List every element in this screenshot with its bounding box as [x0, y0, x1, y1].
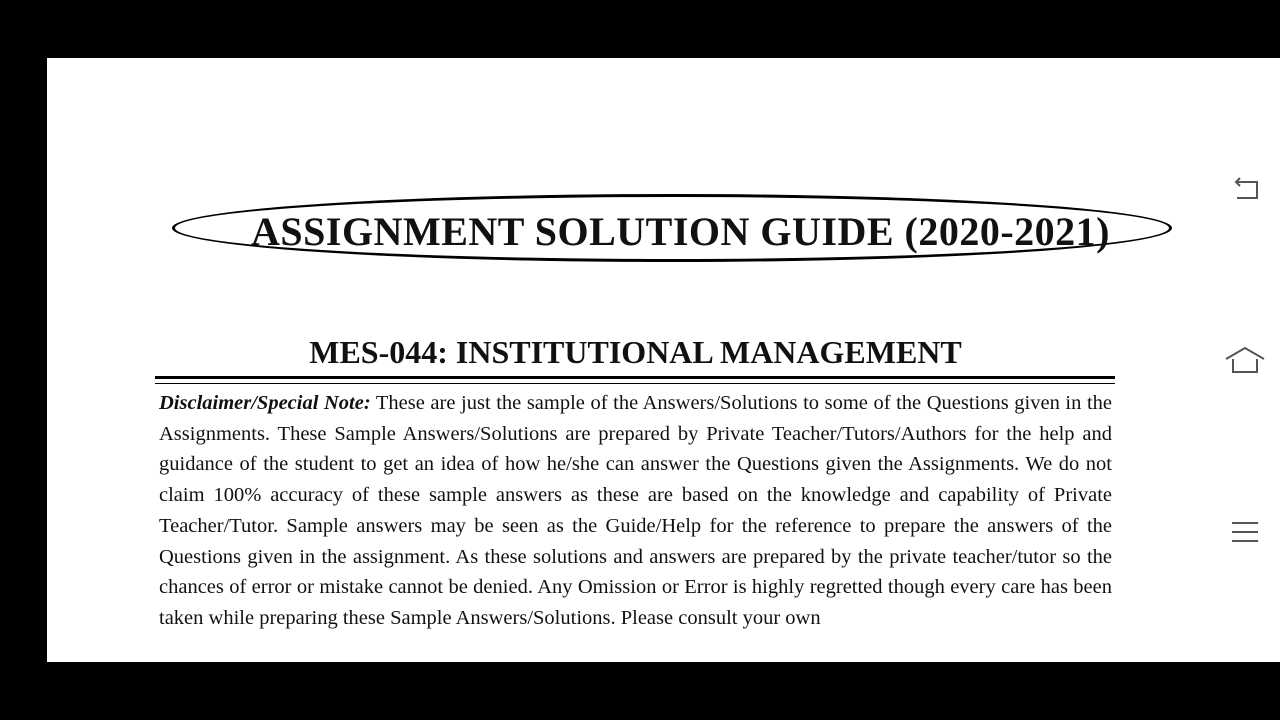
document-page [47, 58, 1210, 662]
disclaimer-text: These are just the sample of the Answers/Solutions to some of the Questions given in the Assignments. These Sample Answers/Solutions are prepared by Private Teacher/Tutors/Authors for the help and guidance of the student to get an idea of how he/she can answer the Questions given the Assignments. We do not claim 100% accuracy of these sample answers as these are based on the knowledge and capability of Private Teacher/Tutor. Sample answers may be seen as the Guide/Help for the reference to prepare the answers of the Questions given in the assignment. As these solutions and answers are prepared by the private teacher/tutor so the chances of error or mistake cannot be denied. Any Omission or Error is highly regretted though every care has been taken while preparing these Sample Answers/Solutions. Please consult your own [159, 392, 1112, 629]
menu-button[interactable] [1222, 514, 1268, 550]
subject-heading: MES-044: INSTITUTIONAL MANAGEMENT [309, 334, 962, 370]
heading-divider-thick [155, 376, 1115, 379]
home-icon [1224, 345, 1266, 375]
heading-divider-thin [155, 383, 1115, 384]
navigation-bar [1210, 58, 1280, 662]
home-button[interactable] [1222, 342, 1268, 378]
disclaimer-paragraph [159, 388, 1112, 634]
disclaimer-label: Disclaimer/Special Note: [159, 392, 371, 414]
back-button[interactable] [1222, 170, 1268, 206]
document-title: ASSIGNMENT SOLUTION GUIDE (2020-2021) [251, 209, 1110, 254]
menu-icon [1230, 520, 1260, 544]
back-arrow-icon [1230, 175, 1260, 201]
